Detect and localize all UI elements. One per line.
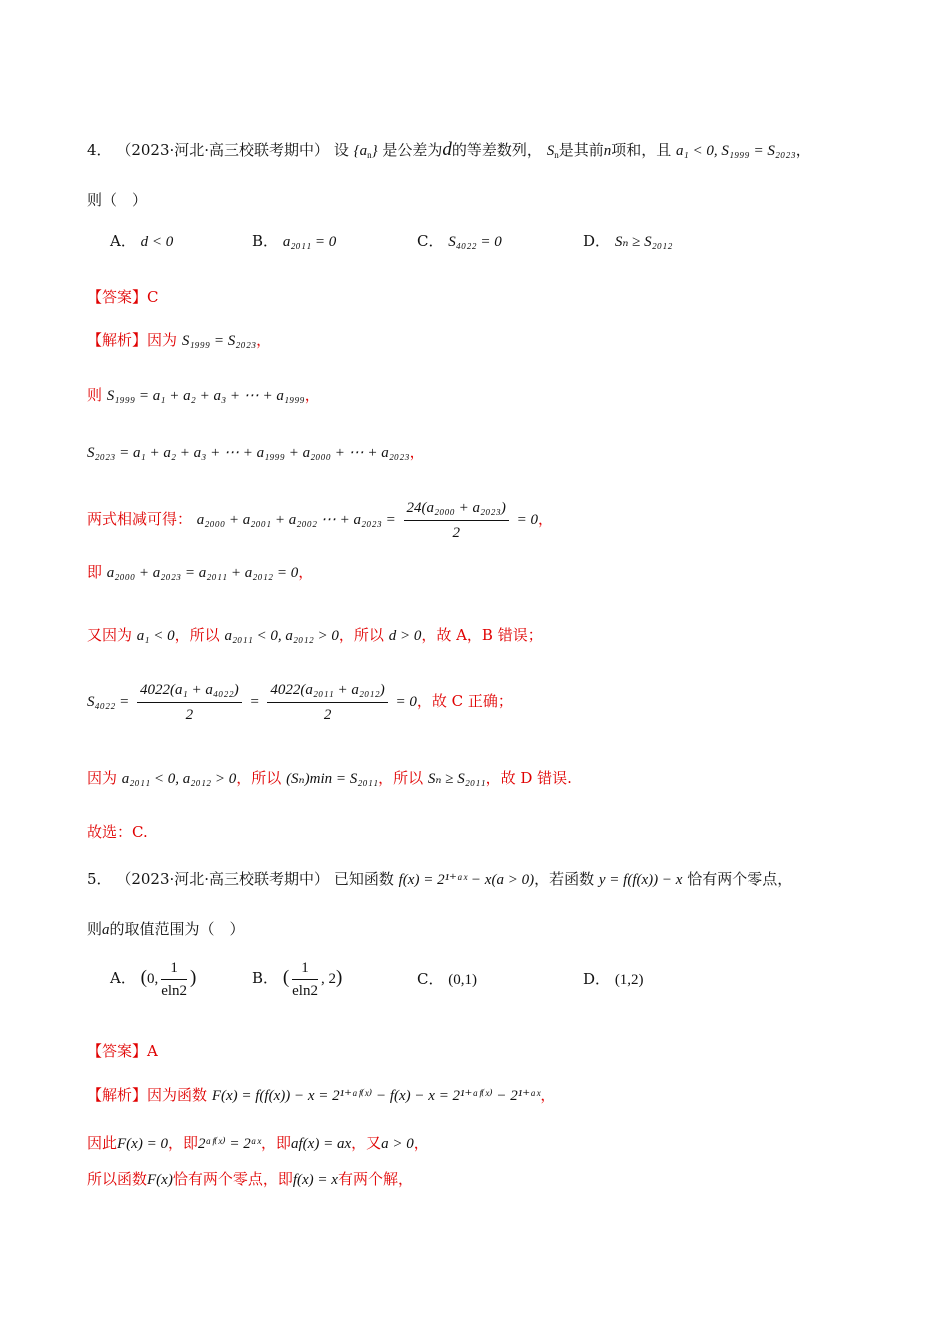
q4-a7-fraction1: $\frac{\text{4022(a₁ + a₄₀₂₂)}}{2}$ xyxy=(137,680,242,725)
q5-source: （2023·河北·高三校联考期中） xyxy=(116,870,330,888)
q5-analysis-line3 xyxy=(87,1169,413,1190)
q4-analysis-line5: 即 a₂₀₀₀ + a₂₀₂₃ = a₂₀₁₁ + a₂₀₁₂ = 0， xyxy=(87,563,314,581)
q4-a8-text: 因为 xyxy=(87,769,118,787)
q5-b2-text: 因此 xyxy=(87,1134,118,1152)
q4-d: d xyxy=(442,139,452,160)
q4-a8-expr: (Sₙ)min = S₂₀₁₁ xyxy=(286,771,379,787)
q4-a6-expr: a₂₀₁₁ < 0, a₂₀₁₂ > 0 xyxy=(224,628,339,644)
q4-a8-text: ，故 D 错误. xyxy=(485,769,572,787)
q4-stem-line2: 则（ ） xyxy=(87,191,148,209)
q5-option-c[interactable]: C． (0,1) xyxy=(417,970,478,988)
q5-b1-text: 因为函数 xyxy=(147,1086,208,1104)
q5-b3-expr: f(x) = x xyxy=(292,1172,338,1188)
q4-analysis-tag: 【解析】 xyxy=(87,331,148,349)
q5-analysis-line1: 【解析】因为函数 F(x) = f(f(x)) − x = 2¹⁺ᵃᶠ⁽ˣ⁾ − f(x) − x = 2¹⁺ᵃᶠ⁽ˣ⁾ − 2¹⁺ᵃˣ， xyxy=(87,1086,556,1104)
q5-b3-text: 恰有两个零点，即 xyxy=(172,1170,293,1188)
q4-a5-expr: a₂₀₀₀ + a₂₀₂₃ = a₂₀₁₁ + a₂₀₁₂ = 0 xyxy=(106,565,299,581)
q5-composite: y = f(f(x)) − x xyxy=(598,872,683,888)
q4-a3-expr: S₂₀₂₃ = a₁ + a₂ + a₃ + ⋯ + a₁₉₉₉ + a₂₀₀₀ + ⋯ + a₂₀₂₃ xyxy=(87,445,410,461)
q4-a6-text: 又因为 xyxy=(87,626,133,644)
q4-a8-expr: Sₙ ≥ S₂₀₁₁ xyxy=(427,771,486,787)
q4-a7-tail: = 0 xyxy=(395,694,417,710)
q5-option-a[interactable]: A． (0, $\frac{1}{eln2}$ ) xyxy=(110,959,197,999)
q5-text: ，若函数 xyxy=(534,870,595,888)
q5-b2-expr: af(x) = ax xyxy=(291,1136,352,1152)
q4-a1-text: 因为 xyxy=(147,331,178,349)
q4-analysis-line8 xyxy=(87,768,572,789)
q4-a1-expr: S₁₉₉₉ = S₂₀₂₃ xyxy=(181,333,257,349)
q5-b2-expr: a > 0 xyxy=(381,1136,414,1152)
q4-a8-expr: a₂₀₁₁ < 0, a₂₀₁₂ > 0 xyxy=(121,771,237,787)
q4-a4-text: 两式相减可得： xyxy=(87,510,193,528)
q4-a6-expr: a₁ < 0 xyxy=(136,628,175,644)
q4-a8-text: ，所以 xyxy=(378,769,424,787)
q5-b3-text: 有两个解， xyxy=(337,1170,413,1188)
q4-a7-text: ，故 C 正确； xyxy=(416,692,513,710)
q4-a6-expr: d > 0 xyxy=(388,628,422,644)
q4-text: 设 xyxy=(333,141,349,159)
q4-a2-expr: S₁₉₉₉ = a₁ + a₂ + a₃ + ⋯ + a₁₉₉₉ xyxy=(106,388,305,404)
q4-option-b[interactable]: B． a₂₀₁₁ = 0 xyxy=(252,232,337,250)
q5-stem-line1 xyxy=(87,869,792,890)
q5-option-b[interactable]: B． ( $\frac{1}{eln2}$ , 2) xyxy=(252,959,343,999)
q4-a4-expr: a₂₀₀₀ + a₂₀₀₁ + a₂₀₀₂ ⋯ + a₂₀₂₃ = xyxy=(196,512,396,528)
q4-a6-text: ，所以 xyxy=(174,626,220,644)
q5-b2-text: ，又 xyxy=(351,1134,382,1152)
q4-a7-expr: S₄₀₂₂ = xyxy=(87,694,130,710)
q5-analysis-line2: 因此F(x) = 0，即2ᵃᶠ⁽ˣ⁾ = 2ᵃˣ，即af(x) = ax，又a > 0， xyxy=(87,1134,429,1152)
q4-n: n xyxy=(603,143,612,159)
q5-analysis-tag: 【解析】 xyxy=(87,1086,148,1104)
q4-analysis-line3: S₂₀₂₃ = a₁ + a₂ + a₃ + ⋯ + a₁₉₉₉ + a₂₀₀₀ + ⋯ + a₂₀₂₃， xyxy=(87,443,425,461)
q4-analysis-line6 xyxy=(87,625,543,646)
q4-a4-tail: = 0 xyxy=(516,512,539,528)
q4-text: 是其前 xyxy=(558,141,604,159)
q4-a5-text: 即 xyxy=(87,563,103,581)
q4-option-a[interactable]: A． d < 0 xyxy=(110,232,174,250)
q4-a2-text: 则 xyxy=(87,386,103,404)
q4-option-d[interactable]: D． Sₙ ≥ S₂₀₁₂ xyxy=(583,232,673,250)
q4-Sn: $S_n$ xyxy=(546,143,559,160)
q4-comma: ， xyxy=(795,141,811,159)
q5-b1-expr: F(x) = f(f(x)) − x = 2¹⁺ᵃᶠ⁽ˣ⁾ − f(x) − x = 2¹⁺ᵃᶠ⁽ˣ⁾ − 2¹⁺ᵃˣ xyxy=(211,1088,541,1104)
q4-conclusion: 故选：C. xyxy=(87,823,148,841)
q4-option-c[interactable]: C． S₄₀₂₂ = 0 xyxy=(417,232,502,250)
q5-b2-text: ，即 xyxy=(261,1134,292,1152)
q4-a4-fraction: $\frac{\text{24(a₂₀₀₀ + a₂₀₂₃)}}{2}$ xyxy=(404,498,509,543)
q5-answer: 【答案】A xyxy=(87,1042,158,1060)
q4-a8-text: ，所以 xyxy=(236,769,282,787)
q4-text: 项和，且 xyxy=(611,141,672,159)
q4-answer: 【答案】C xyxy=(87,288,159,306)
q5-b2-expr: 2ᵃᶠ⁽ˣ⁾ = 2ᵃˣ xyxy=(197,1136,261,1152)
q4-number: 4． xyxy=(87,141,112,159)
q4-text: 是公差为 xyxy=(382,141,443,159)
q4-text: 的等差数列， xyxy=(451,141,542,159)
q4-a6-text: ，所以 xyxy=(338,626,384,644)
q5-stem-line2: 则a的取值范围为（ ） xyxy=(87,920,245,938)
q4-a7-fraction2: $\frac{\text{4022(a₂₀₁₁ + a₂₀₁₂)}}{2}$ xyxy=(267,680,387,725)
q5-text: 恰有两个零点， xyxy=(687,870,793,888)
q4-analysis-line4: 两式相减可得： a₂₀₀₀ + a₂₀₀₁ + a₂₀₀₂ ⋯ + a₂₀₂₃ = $\frac{\text{24(a₂₀₀₀ + a₂₀₂₃)}}{2}$ = 0， xyxy=(87,499,554,541)
q5-option-d[interactable]: D． (1,2) xyxy=(583,970,644,988)
q4-a6-text: ，故 A，B 错误； xyxy=(421,626,543,644)
q4-source: （2023·河北·高三校联考期中） xyxy=(116,141,330,159)
q5-text: 已知函数 xyxy=(333,870,394,888)
q5-function: f(x) = 2¹⁺ᵃˣ − x(a > 0) xyxy=(398,872,535,888)
q5-b3-text: 所以函数 xyxy=(87,1170,148,1188)
q4-analysis-line7: S₄₀₂₂ = $\frac{\text{4022(a₁ + a₄₀₂₂)}}{2}$ = $\frac{\text{4022(a₂₀₁₁ + a₂₀₁₂)}}{2}$ = 0，故 C 正确； xyxy=(87,681,513,723)
q5-number: 5． xyxy=(87,870,112,888)
q4-stem-line1 xyxy=(87,140,811,165)
q4-analysis-line1: 【解析】因为 S₁₉₉₉ = S₂₀₂₃， xyxy=(87,331,272,349)
q4-seq-an: $\{a_n\}$ xyxy=(353,143,378,160)
q4-analysis-line2: 则 S₁₉₉₉ = a₁ + a₂ + a₃ + ⋯ + a₁₉₉₉， xyxy=(87,386,320,404)
q5-b2-text: ，即 xyxy=(167,1134,198,1152)
q4-condition: a₁ < 0, S₁₉₉₉ = S₂₀₂₃ xyxy=(676,143,796,159)
q5-b3-expr: F(x) xyxy=(147,1172,173,1188)
q5-b2-expr: F(x) = 0 xyxy=(117,1136,168,1152)
